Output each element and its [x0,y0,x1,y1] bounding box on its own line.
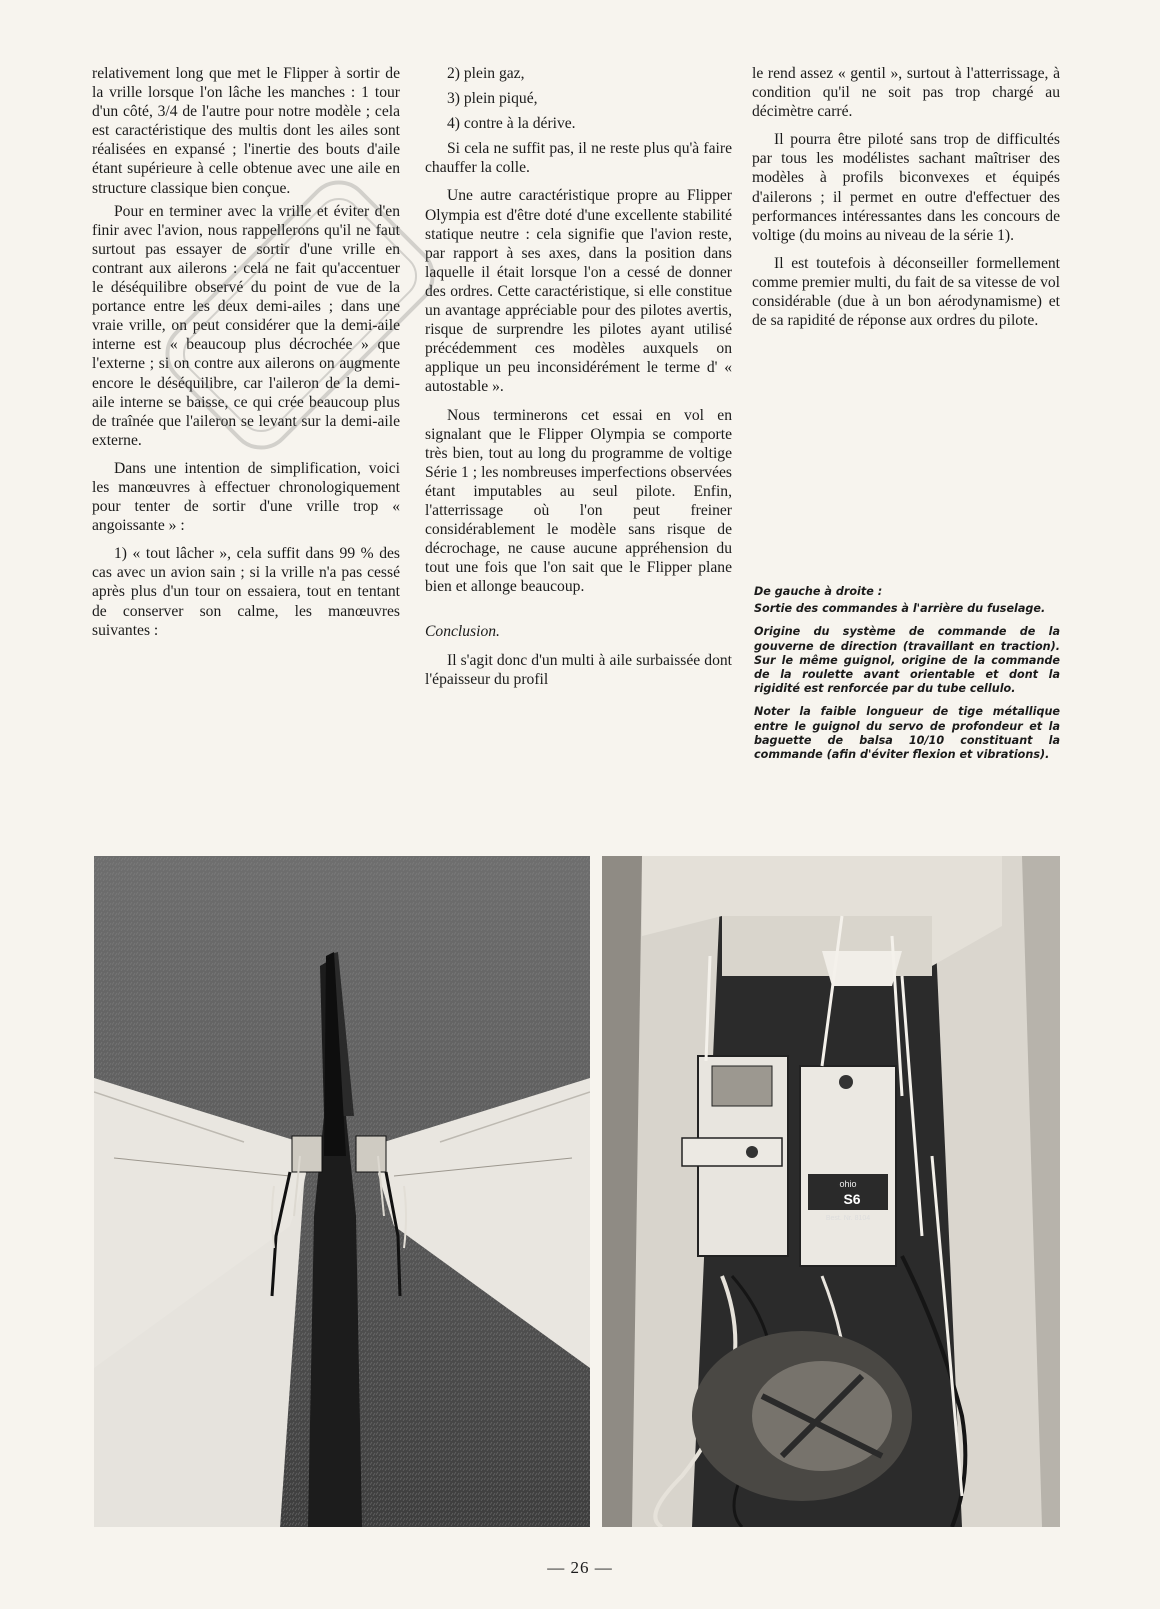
caption-line: Sortie des commandes à l'arrière du fuselage. [754,602,1046,616]
servo-model-label: S6 [843,1191,861,1207]
caption-line: Origine du système de commande de la gouverne de direction (travaillant en traction). Sur le même guignol, origine de la commande de la roulette avant orientable et dont la rigidité est renforcée par du tube cellulo. [754,625,1060,696]
list-item: 3) plein piqué, [447,90,538,108]
text-column-1 [92,64,400,649]
paragraph: Pour en terminer avec la vrille et éviter d'en finir avec l'avion, nous rappellerons qu'il ne faut surtout pas essayer de sortir d'une vrille en contrant aux ailerons : cela ne fait qu'accentuer le déséquilibre observé du point de vue de la portance entre les deux demi-ailes ; dans une vraie vrille, on peut considérer que la demi-aile interne est « beaucoup plus décrochée » que l'externe ; si on contre aux ailerons on augmente encore le déséquilibre, car l'aileron de la demi-aile interne se baisse, ce qui crée beaucoup plus de traînée que l'aileron se levant sur la demi-aile externe. [92,202,400,449]
paragraph: Il s'agit donc d'un multi à aile surbaissée dont l'épaisseur du profil [425,651,732,688]
caption-heading: De gauche à droite : [754,585,883,598]
page-number: — 26 — [547,1558,613,1577]
paragraph: 1) « tout lâcher », cela suffit dans 99 % des cas avec un avion sain ; si la vrille n'a pas cessé après plus d'un tour on essaiera, tout en tentant de conserver son calme, les manœuvres suivantes : [92,545,400,639]
servo-number-label: Best. Nr. 8104 [825,1215,871,1222]
paragraph: Il pourra être piloté sans trop de difficultés par tous les modélistes sachant maîtriser des modèles à profils biconvexes et équipés d'ailerons ; il permet en outre d'effectuer des performances intéressantes dans les concours de voltige (du moins au niveau de la série 1). [752,131,1060,244]
list-item: 4) contre à la dérive. [447,115,576,133]
list-item: 2) plein gaz, [447,65,525,82]
section-heading: Conclusion. [425,623,500,641]
paragraph: relativement long que met le Flipper à sortir de la vrille lorsque l'on lâche les manches : 1 tour d'un côté, 3/4 de l'autre pour notre modèle ; cela est caractéristique des multis dont les ailes sont réalisées en expansé ; l'inertie des bouts d'aile étant supérieure à celle obtenue avec une aile en structure classique bien conçue. [92,65,400,197]
servo-brand-label: ohio [839,1179,857,1189]
paragraph: Nous terminerons cet essai en vol en signalant que le Flipper Olympia se comporte très bien, tout au long du programme de voltige Série 1 ; les nombreuses imperfections observées étant imputables au seul pilote. Enfin, l'atterrissage où l'on peut freiner considérablement le modèle sans risque de décrochage, ne cause aucune appréhension du tout une fois que l'on sait que le Flipper plane bien et allonge beaucoup. [425,406,732,596]
photo-tail-image [94,856,590,1527]
photo-tail-controls [94,856,590,1527]
text-column-2 [425,64,732,698]
paragraph: Si cela ne suffit pas, il ne reste plus qu'à faire chauffer la colle. [425,140,732,177]
photo-servo-installation [602,856,1060,1527]
paragraph: Il est toutefois à déconseiller formellement comme premier multi, du fait de sa vitesse de vol considérable (due à un bon aérodynamisme) et de sa rapidité de réponse aux ordres du pilote. [752,254,1060,330]
photo-servo-image [602,856,1060,1527]
caption-line: Noter la faible longueur de tige métallique entre le guignol du servo de profondeur et la baguette de balsa 10/10 constituant la commande (afin d'éviter flexion et vibrations). [754,705,1060,762]
paragraph: le rend assez « gentil », surtout à l'atterrissage, à condition qu'il ne soit pas trop chargé au décimètre carré. [752,65,1060,121]
paragraph: Une autre caractéristique propre au Flipper Olympia est d'être doté d'une excellente stabilité statique neutre : cela signifie que l'avion reste, par rapport à ses axes, dans la position dans laquelle il était lorsque l'on a cessé de donner des ordres. Cette caractéristique, si elle constitue un avantage appréciable pour des pilotes avertis, risque de surprendre les pilotes ayant utilisé précédemment ces modèles auxquels on applique un peu inconsidérément le terme d' « autostable ». [425,187,732,396]
text-column-3 [752,64,1060,339]
photo-caption [754,585,1060,771]
paragraph: Dans une intention de simplification, voici les manœuvres à effectuer chronologiquement pour tenter de sortir d'une vrille trop « angoissante » : [92,459,400,535]
